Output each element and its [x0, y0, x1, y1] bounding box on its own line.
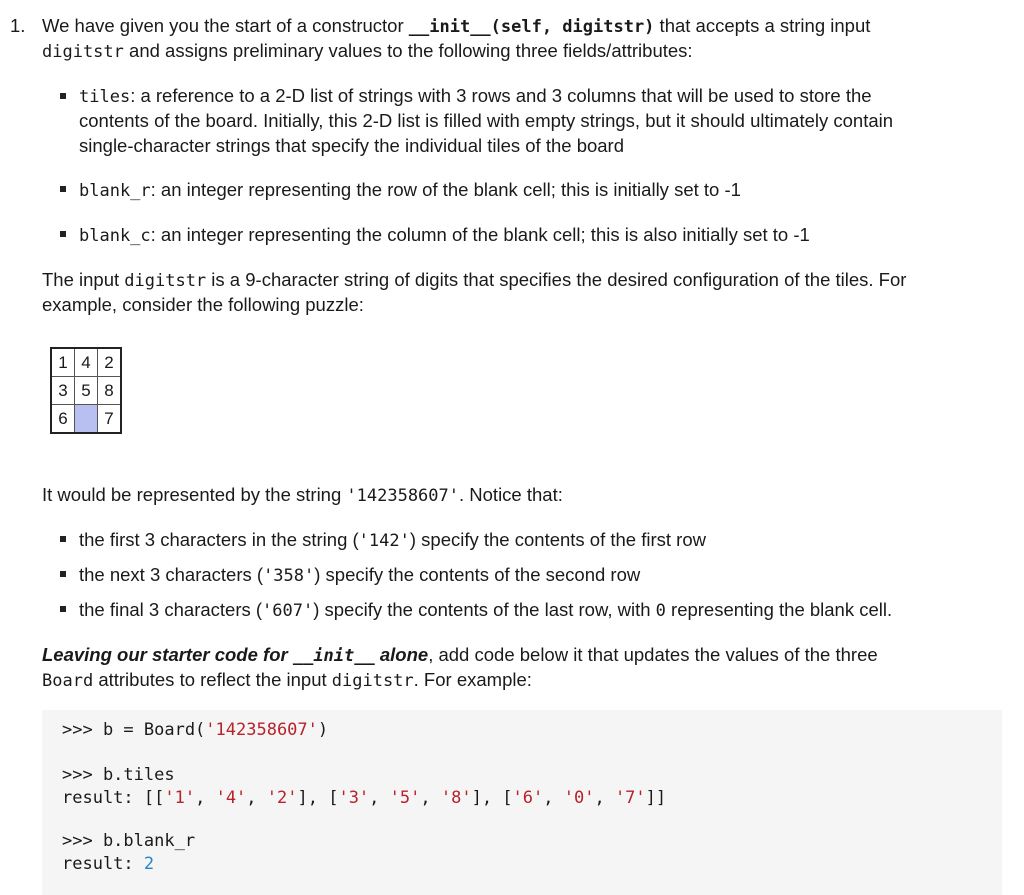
note-3-b: ) specify the contents of the last row, with [313, 599, 656, 620]
note-last-row [79, 597, 892, 624]
code-punctuation: , [420, 788, 441, 808]
leaving-line-1 [42, 642, 878, 669]
intro-line-2 [42, 38, 693, 65]
input-para-a: The input [42, 269, 125, 290]
code-tile-string: '3' [338, 788, 370, 808]
puzzle-row [51, 405, 121, 434]
code-result-label: result: [62, 788, 144, 808]
leaving-rest: , add code below it that updates the values of the three [428, 644, 878, 665]
code-punctuation: ], [ [471, 788, 513, 808]
represented-a: It would be represented by the string [42, 484, 347, 505]
intro-text-c: and assigns preliminary values to the following three fields/attributes: [123, 40, 693, 61]
code-punctuation: , [543, 788, 564, 808]
code-tile-string: '6' [512, 788, 544, 808]
code-line-blank-r: >>> b.blank_r [62, 831, 196, 851]
leaving-bold-code: __init__ [292, 646, 375, 666]
bullet-icon [60, 536, 66, 542]
code-tiles-list [144, 788, 666, 808]
code-punctuation: , [369, 788, 390, 808]
field-blank-c-desc: : an integer representing the column of the blank cell; this is also initially set to -1 [150, 224, 810, 245]
note-2-a: the next 3 characters ( [79, 564, 264, 585]
note-1-b: ) specify the contents of the first row [409, 529, 706, 550]
puzzle-cell: 3 [51, 377, 75, 405]
input-para-b: is a 9-character string of digits that specifies the desired configuration of the tiles. For [206, 269, 907, 290]
code-punctuation: , [195, 788, 216, 808]
puzzle-cell: 7 [98, 405, 122, 434]
input-para-code: digitstr [124, 271, 207, 291]
puzzle-cell: 2 [98, 348, 122, 377]
note-3-code: '607' [262, 601, 314, 621]
code-punctuation: ], [ [297, 788, 339, 808]
leaving-line-2 [42, 667, 532, 694]
field-blank-c-name: blank_c [79, 226, 151, 246]
puzzle-cell: 5 [75, 377, 98, 405]
puzzle-row [51, 377, 121, 405]
field-blank-r-desc: : an integer representing the row of the blank cell; this is initially set to -1 [150, 179, 741, 200]
puzzle-cell: 4 [75, 348, 98, 377]
code-tile-string: '4' [215, 788, 247, 808]
input-para-line-2: example, consider the following puzzle: [42, 294, 364, 315]
note-3-c: representing the blank cell. [665, 599, 893, 620]
note-2-code: '358' [263, 566, 315, 586]
code-line-board [62, 719, 328, 741]
note-2-b: ) specify the contents of the second row [314, 564, 641, 585]
code-tile-string: '8' [440, 788, 472, 808]
represented-line [42, 482, 563, 509]
puzzle-cell: 8 [98, 377, 122, 405]
input-para-line-1 [42, 267, 906, 294]
field-tiles-line-1 [79, 83, 872, 110]
note-second-row [79, 562, 640, 589]
code-tile-string: '5' [389, 788, 421, 808]
bullet-icon [60, 93, 66, 99]
note-1-code: '142' [358, 531, 410, 551]
puzzle-blank-cell [75, 405, 98, 434]
code-tile-string: '1' [164, 788, 196, 808]
field-blank-r [79, 177, 741, 204]
puzzle-row [51, 348, 121, 377]
code-result-label: result: [62, 854, 144, 874]
code-tile-string: '0' [563, 788, 595, 808]
bullet-icon [60, 231, 66, 237]
leaving-code-digitstr: digitstr [331, 671, 414, 691]
code-punctuation: ]] [645, 788, 667, 808]
field-tiles-line-2: contents of the board. Initially, this 2-D list is filled with empty strings, but it should ultimately contain [79, 110, 894, 131]
code-punctuation: [[ [143, 788, 165, 808]
note-3-code-zero: 0 [655, 601, 666, 621]
bullet-icon [60, 606, 66, 612]
intro-text-a: We have given you the start of a constructor [42, 15, 409, 36]
bullet-icon [60, 186, 66, 192]
leaving-l2-end: . For example: [413, 669, 532, 690]
field-tiles-name: tiles [79, 87, 131, 107]
field-blank-c [79, 222, 810, 249]
note-1-a: the first 3 characters in the string ( [79, 529, 359, 550]
represented-b: . Notice that: [459, 484, 563, 505]
field-tiles-line-3: single-character strings that specify the individual tiles of the board [79, 135, 625, 156]
code-prompt-board: >>> b = Board( [62, 720, 206, 740]
code-line-tiles-result [62, 787, 666, 809]
puzzle-grid [50, 347, 122, 434]
leaving-bold-a: Leaving our starter code for [42, 644, 293, 665]
item-number: 1. [10, 15, 26, 36]
code-blank-r-value: 2 [143, 854, 155, 874]
code-tile-string: '7' [614, 788, 646, 808]
bullet-icon [60, 571, 66, 577]
represented-code: '142358607' [346, 486, 459, 506]
note-first-row [79, 527, 706, 554]
leaving-code-board: Board [42, 671, 94, 691]
code-tile-string: '2' [266, 788, 298, 808]
intro-line-1 [42, 13, 870, 40]
intro-text-b: that accepts a string input [654, 15, 871, 36]
field-tiles-desc-1: : a reference to a 2-D list of strings with 3 rows and 3 columns that will be used to store the [130, 85, 872, 106]
code-paren-close: ) [317, 720, 329, 740]
field-blank-r-name: blank_r [79, 181, 151, 201]
leaving-bold-b: alone [374, 644, 429, 665]
code-line-blank-r-result [62, 853, 154, 875]
puzzle-cell: 1 [51, 348, 75, 377]
code-line-tiles: >>> b.tiles [62, 765, 175, 785]
puzzle-cell: 6 [51, 405, 75, 434]
code-string-arg: '142358607' [205, 720, 318, 740]
code-punctuation: , [246, 788, 267, 808]
leaving-l2-text: attributes to reflect the input [93, 669, 332, 690]
code-punctuation: , [594, 788, 615, 808]
constructor-signature: __init__(self, digitstr) [408, 17, 655, 37]
intro-code-digitstr: digitstr [42, 42, 124, 62]
note-3-a: the final 3 characters ( [79, 599, 263, 620]
